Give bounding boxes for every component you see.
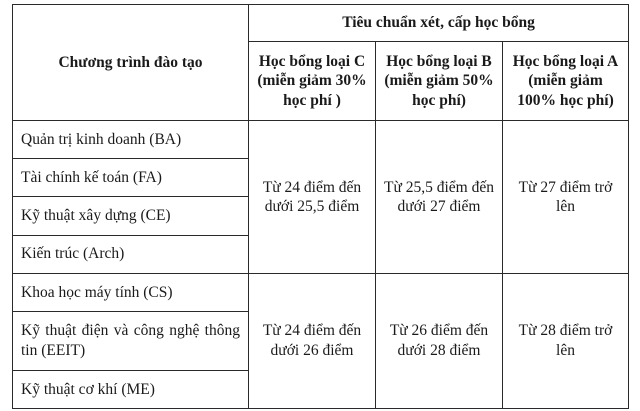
program-name: Tài chính kế toán (FA) <box>13 159 249 197</box>
type-c-header: Học bổng loại C (miễn giảm 30% học phí ) <box>249 42 376 121</box>
table-row <box>13 273 629 311</box>
program-name: Kỹ thuật cơ khí (ME) <box>13 370 249 408</box>
program-name: Quản trị kinh doanh (BA) <box>13 121 249 159</box>
program-name: Kỹ thuật điện và công nghệ thông tin (EEIT) <box>21 322 240 359</box>
group2-type-a-criteria: Từ 28 điểm trở lên <box>503 273 629 408</box>
table-row <box>13 121 629 159</box>
group1-type-c-criteria: Từ 24 điểm đến dưới 25,5 điểm <box>249 121 376 273</box>
criteria-group-header: Tiêu chuẩn xét, cấp học bổng <box>249 5 629 42</box>
program-name: Kiến trúc (Arch) <box>13 235 249 273</box>
group2-type-c-criteria: Từ 24 điểm đến dưới 26 điểm <box>249 273 376 408</box>
group1-type-b-criteria: Từ 25,5 điểm đến dưới 27 điểm <box>376 121 503 273</box>
program-name-cell <box>13 311 249 370</box>
program-column-header: Chương trình đào tạo <box>13 5 249 121</box>
group2-type-b-criteria: Từ 26 điểm đến dưới 28 điểm <box>376 273 503 408</box>
type-b-header: Học bổng loại B (miễn giảm 50% học phí) <box>376 42 503 121</box>
group1-type-a-criteria: Từ 27 điểm trở lên <box>503 121 629 273</box>
header-row-top <box>13 5 629 42</box>
program-name: Khoa học máy tính (CS) <box>13 273 249 311</box>
program-name: Kỹ thuật xây dựng (CE) <box>13 197 249 235</box>
type-a-header: Học bổng loại A (miễn giảm 100% học phí) <box>503 42 629 121</box>
scholarship-criteria-table <box>12 4 629 409</box>
